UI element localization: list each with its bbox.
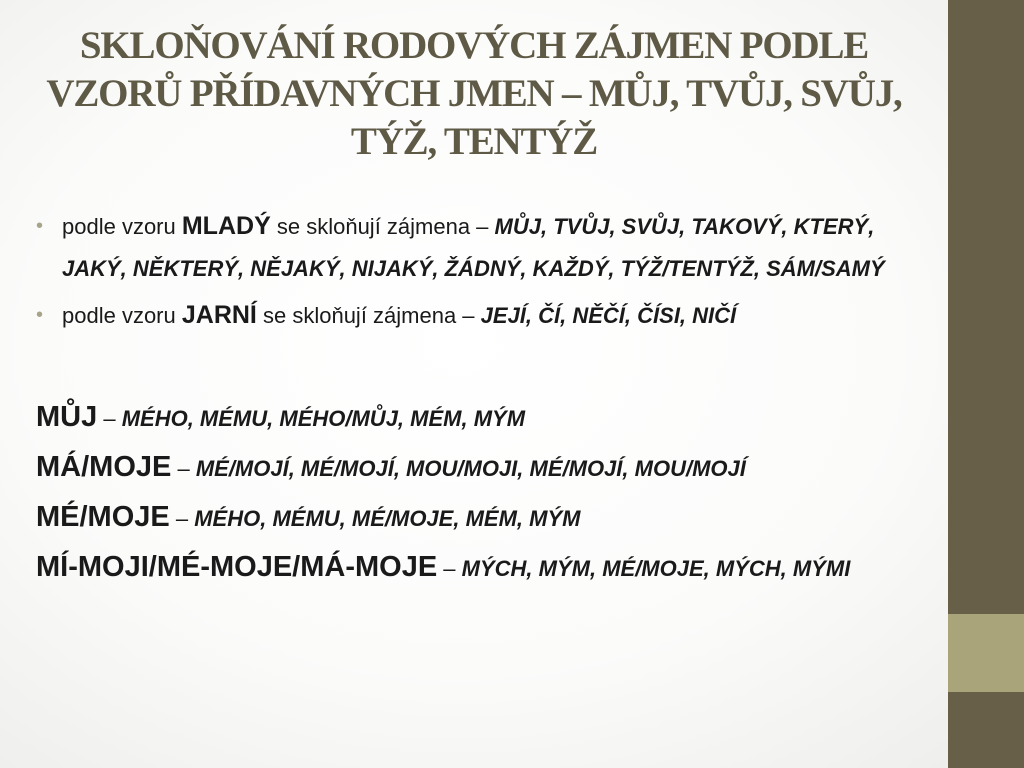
bullet-icon: •: [36, 304, 44, 326]
bullet-item-jarni: [34, 294, 914, 337]
declension-forms: MÝCH, MÝM, MÉ/MOJE, MÝCH, MÝMI: [461, 556, 851, 581]
pattern-word: MLADÝ: [181, 212, 271, 240]
declension-ma-moje: [36, 448, 926, 488]
pronoun-list: JEJÍ, ČÍ, NĚČÍ, ČÍSI, NIČÍ: [480, 303, 737, 328]
slide-title: SKLOŇOVÁNÍ RODOVÝCH ZÁJMEN PODLE VZORŮ PŘÍDAVNÝCH JMEN – MŮJ, TVŮJ, SVŮJ, TÝŽ, TENTÝŽ: [46, 24, 902, 163]
declension-forms: MÉHO, MÉMU, MÉHO/MŮJ, MÉM, MÝM: [121, 406, 526, 431]
side-accent-block: [948, 614, 1024, 692]
declension-me-moje: [36, 498, 926, 538]
bullet-icon: •: [36, 215, 44, 237]
declension-forms: MÉ/MOJÍ, MÉ/MOJÍ, MOU/MOJI, MÉ/MOJÍ, MOU/MOJÍ: [195, 456, 746, 481]
declension-forms: MÉHO, MÉMU, MÉ/MOJE, MÉM, MÝM: [194, 506, 581, 531]
declension-separator: –: [171, 456, 196, 481]
declension-head: MÍ-MOJI/MÉ-MOJE/MÁ-MOJE: [36, 551, 438, 583]
bullet-item-mlady: [34, 205, 914, 290]
pronoun-list: MŮJ, TVŮJ, SVŮJ, TAKOVÝ, KTERÝ, JAKÝ, NĚKTERÝ, NĚJAKÝ, NIJAKÝ, ŽÁDNÝ, KAŽDÝ, TÝŽ/TENTÝŽ, SÁM/SAMÝ: [62, 214, 885, 281]
declension-muj: [36, 398, 926, 438]
bullet-middle: se skloňují zájmena –: [270, 214, 495, 239]
bullet-middle: se skloňují zájmena –: [256, 303, 481, 328]
pattern-word: JARNÍ: [181, 301, 257, 329]
declension-list: [36, 398, 926, 598]
declension-plural: [36, 548, 926, 588]
declension-head: MÉ/MOJE: [36, 501, 170, 533]
bullet-lead: podle vzoru: [62, 303, 182, 328]
bullet-list: [34, 205, 914, 341]
declension-separator: –: [97, 406, 122, 431]
bullet-lead: podle vzoru: [62, 214, 182, 239]
declension-separator: –: [437, 556, 462, 581]
declension-head: MÁ/MOJE: [36, 451, 172, 483]
declension-separator: –: [169, 506, 195, 531]
declension-head: MŮJ: [36, 401, 98, 433]
